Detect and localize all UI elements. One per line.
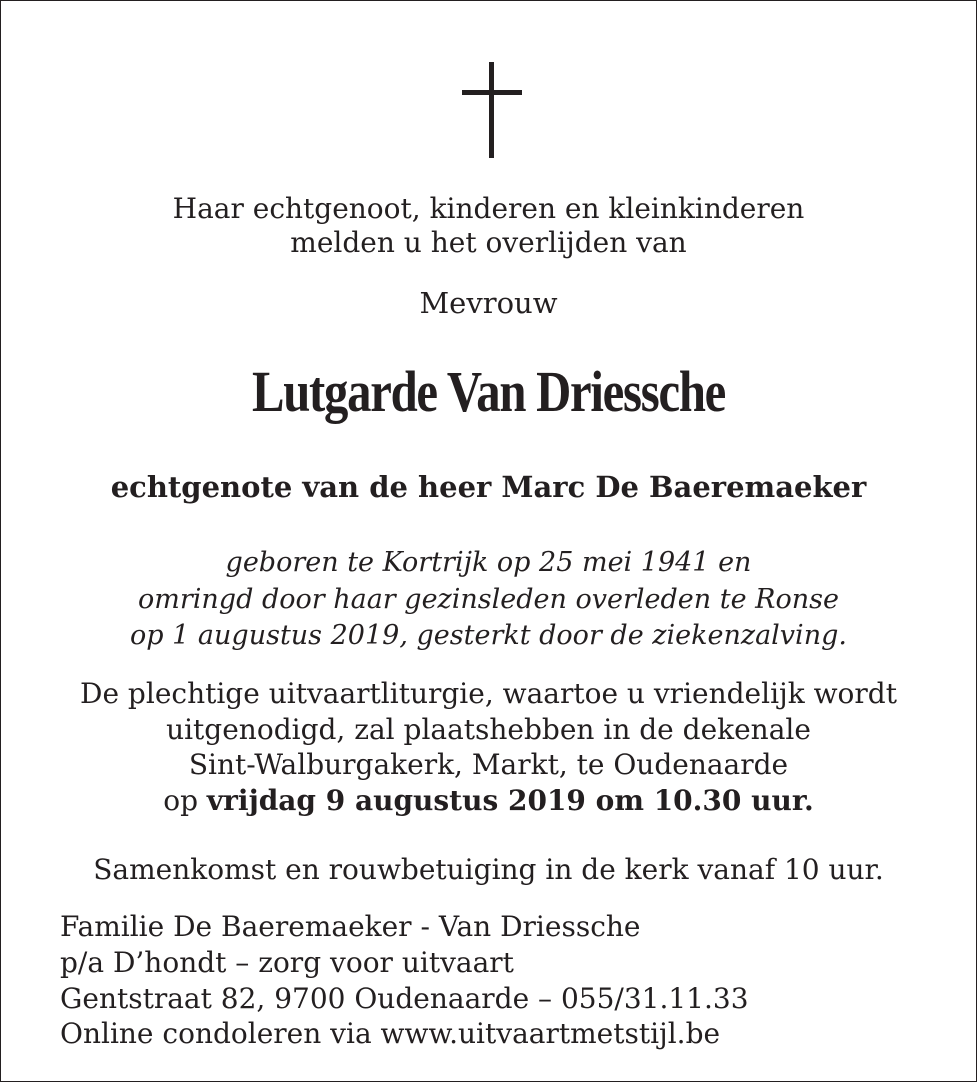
contact-online: Online condoleren via www.uitvaartmetstijl.be bbox=[60, 1017, 721, 1050]
birth-line-2: omringd door haar gezinsleden overleden te Ronse bbox=[138, 584, 839, 615]
spouse-line: echtgenote van de heer Marc De Baeremaeker bbox=[110, 470, 867, 504]
liturgy-date: vrijdag 9 augustus 2019 om 10.30 uur. bbox=[206, 784, 814, 817]
deceased-name: Lutgarde Van Driessche bbox=[251, 359, 726, 424]
birth-line-3: op 1 augustus 2019, gesterkt door de ziekenzalving. bbox=[130, 620, 847, 651]
birth-line-1: geboren te Kortrijk op 25 mei 1941 en bbox=[225, 547, 752, 578]
gathering-line: Samenkomst en rouwbetuiging in de kerk vanaf 10 uur. bbox=[93, 853, 884, 886]
liturgy-line-2: uitgenodigd, zal plaatshebben in de dekenale bbox=[166, 713, 811, 746]
liturgy-line-4 bbox=[0, 784, 977, 818]
liturgy-line-1: De plechtige uitvaartliturgie, waartoe u vriendelijk wordt bbox=[80, 677, 897, 710]
liturgy-line-3: Sint-Walburgakerk, Markt, te Oudenaarde bbox=[188, 748, 789, 781]
liturgy-date-prefix: op bbox=[163, 784, 207, 817]
latin-cross-icon bbox=[462, 62, 522, 158]
intro-line-2: melden u het overlijden van bbox=[290, 226, 687, 259]
intro-line-1: Haar echtgenoot, kinderen en kleinkinderen bbox=[172, 192, 805, 225]
cross-horizontal-bar bbox=[462, 90, 522, 95]
salutation: Mevrouw bbox=[419, 286, 558, 320]
contact-care-of: p/a D’hondt – zorg voor uitvaart bbox=[60, 946, 514, 979]
cross-vertical-bar bbox=[489, 62, 494, 158]
contact-address: Gentstraat 82, 9700 Oudenaarde – 055/31.11.33 bbox=[60, 982, 749, 1015]
contact-family: Familie De Baeremaeker - Van Driessche bbox=[60, 910, 641, 943]
